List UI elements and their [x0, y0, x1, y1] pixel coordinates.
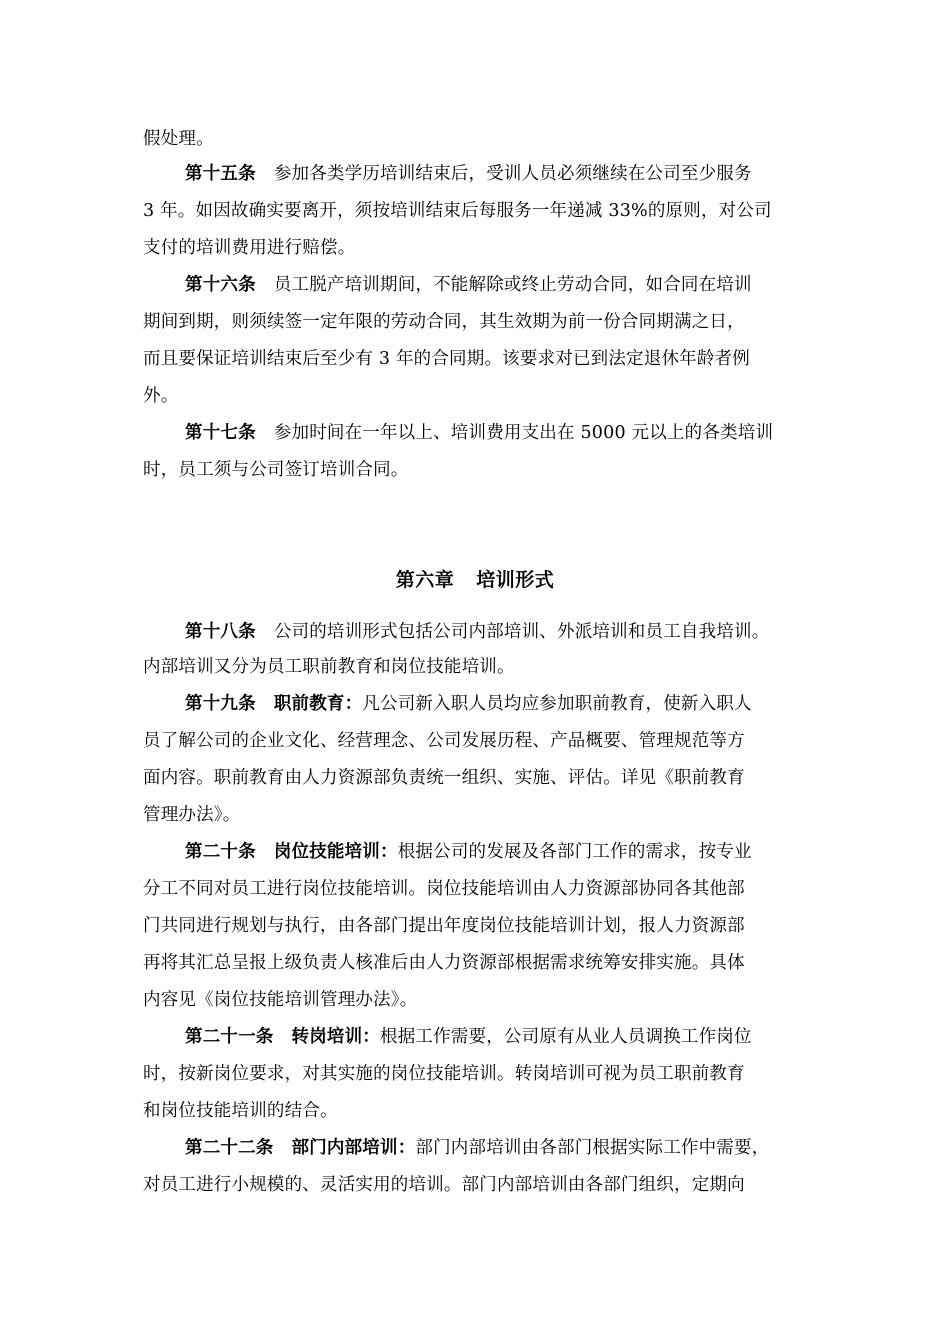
- article-16-label: 第十六条: [185, 275, 256, 295]
- chapter-heading: [0, 567, 950, 593]
- article-20-line-5: 内容见《岗位技能培训管理办法》。: [143, 990, 418, 1010]
- article-16-line-1: [185, 273, 813, 297]
- article-19-line-2: 员了解公司的企业文化、经营理念、公司发展历程、产品概要、管理规范等方: [143, 731, 745, 751]
- article-22-line-1: [185, 1136, 813, 1160]
- article-15-label: 第十五条: [185, 164, 256, 184]
- article-21-text-1: 根据工作需要，公司原有从业人员调换工作岗位: [380, 1027, 752, 1047]
- article-20-term: 岗位技能培训：: [273, 842, 398, 862]
- article-17-line-1: [185, 421, 813, 445]
- article-19-text-1: 凡公司新入职人员均应参加职前教育，使新入职人: [362, 694, 752, 714]
- article-21-label: 第二十一条: [185, 1027, 274, 1047]
- article-16-line-3: 而且要保证培训结束后至少有 3 年的合同期。该要求对已到法定退休年龄者例: [143, 349, 750, 369]
- chapter-number: 第六章: [395, 569, 455, 591]
- article-21-line-1: [185, 1025, 813, 1049]
- article-21-term: 转岗培训：: [291, 1027, 380, 1047]
- article-20-line-2: 分工不同对员工进行岗位技能培训。岗位技能培训由人力资源部协同各其他部: [143, 879, 745, 899]
- article-17-label: 第十七条: [185, 423, 256, 443]
- article-16-line-2: 期间到期，则须续签一定年限的劳动合同，其生效期为前一份合同期满之日，: [143, 312, 745, 332]
- article-20-line-1: [185, 840, 813, 864]
- article-19-line-4: 管理办法》。: [143, 805, 241, 825]
- article-20-line-4: 再将其汇总呈报上级负责人核准后由人力资源部根据需求统筹安排实施。具体: [143, 953, 745, 973]
- article-22-line-2: 对员工进行小规模的、灵活实用的培训。部门内部培训由各部门组织，定期向: [143, 1175, 745, 1195]
- article-18-line-2: 内部培训又分为员工职前教育和岗位技能培训。: [143, 657, 515, 677]
- article-18-line-1: [185, 620, 813, 644]
- article-17-line-2: 时，员工须与公司签订培训合同。: [143, 460, 409, 480]
- article-15-line-3: 支付的培训费用进行赔偿。: [143, 238, 356, 258]
- article-16-line-4: 外。: [143, 386, 179, 406]
- article-17-text-1: 参加时间在一年以上、培训费用支出在 5000 元以上的各类培训: [273, 423, 774, 443]
- paragraph-continuation: 假处理。: [143, 129, 214, 149]
- article-22-label: 第二十二条: [185, 1138, 274, 1158]
- article-20-text-1: 根据公司的发展及各部门工作的需求，按专业: [397, 842, 752, 862]
- article-15-line-1: [185, 162, 813, 186]
- article-19-line-3: 面内容。职前教育由人力资源部负责统一组织、实施、评估。详见《职前教育: [143, 768, 745, 788]
- article-15-text-1: 参加各类学历培训结束后，受训人员必须继续在公司至少服务: [273, 164, 752, 184]
- article-20-label: 第二十条: [185, 842, 256, 862]
- article-19-label: 第十九条: [185, 694, 256, 714]
- article-15-line-2: 3 年。如因故确实要离开，须按培训结束后每服务一年递减 33%的原则，对公司: [143, 201, 772, 221]
- article-19-line-1: [185, 692, 813, 716]
- article-20-line-3: 门共同进行规划与执行，由各部门提出年度岗位技能培训计划，报人力资源部: [143, 916, 745, 936]
- article-21-line-3: 和岗位技能培训的结合。: [143, 1101, 338, 1121]
- article-18-text-1: 公司的培训形式包括公司内部培训、外派培训和员工自我培训。: [273, 622, 770, 642]
- article-19-term: 职前教育：: [273, 694, 363, 714]
- article-22-term: 部门内部培训：: [291, 1138, 416, 1158]
- article-22-text-1: 部门内部培训由各部门根据实际工作中需要，: [415, 1138, 770, 1158]
- chapter-title: 培训形式: [476, 569, 555, 591]
- article-16-text-1: 员工脱产培训期间，不能解除或终止劳动合同，如合同在培训: [273, 275, 752, 295]
- article-21-line-2: 时，按新岗位要求，对其实施的岗位技能培训。转岗培训可视为员工职前教育: [143, 1064, 745, 1084]
- article-18-label: 第十八条: [185, 622, 256, 642]
